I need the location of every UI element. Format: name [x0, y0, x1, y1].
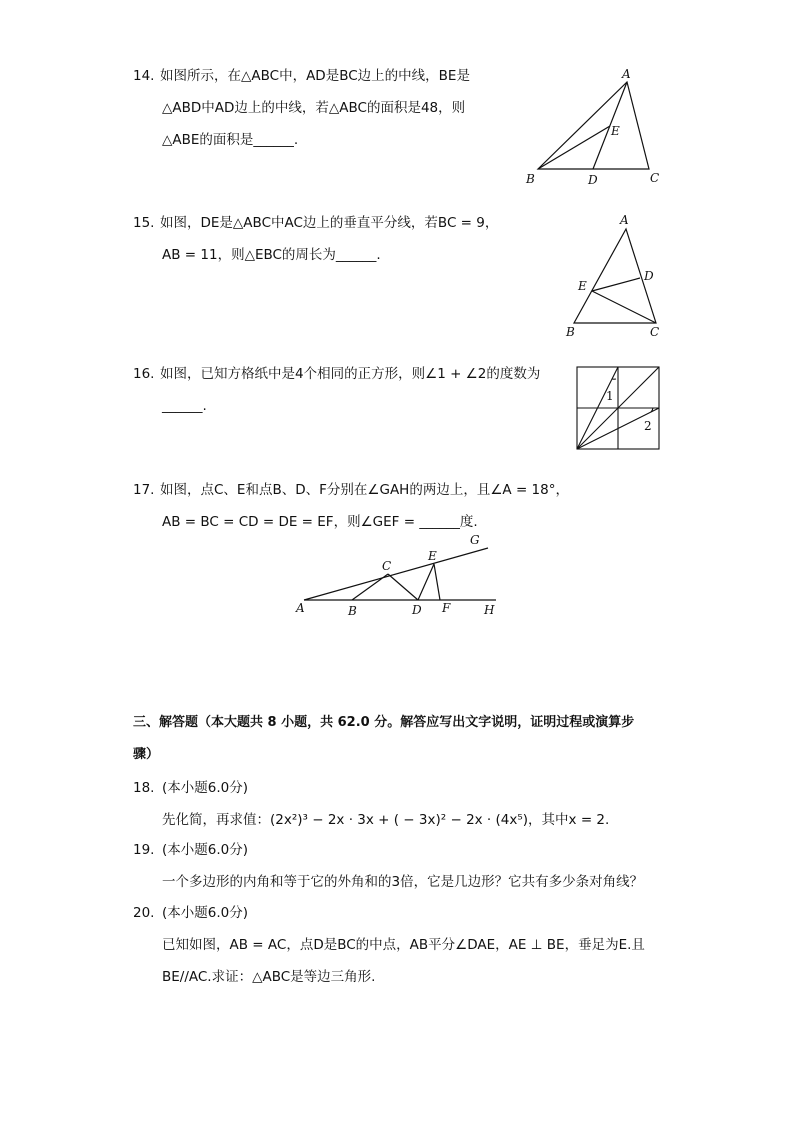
- p14-label-B: B: [526, 172, 535, 186]
- problem-14-line-1: 如图所示，在△ABC中，AD是BC边上的中线，BE是: [160, 68, 470, 84]
- p16-angle-1-label: 1: [606, 389, 614, 403]
- problem-15-line-1: 如图，DE是△ABC中AC边上的垂直平分线，若BC = 9，: [160, 215, 499, 231]
- problem-15-figure: [560, 210, 670, 342]
- problem-15-line-2: AB = 11，则△EBC的周长为______.: [162, 247, 381, 263]
- p14-label-A: A: [622, 67, 631, 81]
- problem-18-score: (本小题6.0分): [162, 780, 249, 796]
- problem-14-line-3: △ABE的面积是______.: [162, 132, 299, 148]
- p15-label-E: E: [578, 279, 587, 293]
- p15-label-B: B: [566, 325, 575, 339]
- problem-18-text: 先化简，再求值：(2x²)³ − 2x · 3x + ( − 3x)² − 2x · (4x⁵)，其中x = 2.: [162, 812, 610, 828]
- problem-19-score: (本小题6.0分): [162, 842, 249, 858]
- section-3-heading-line-2: 骤）: [133, 747, 160, 762]
- problem-19-number: 19.: [133, 842, 155, 858]
- problem-16-number: 16.: [133, 366, 155, 382]
- problem-20-line-1: 已知如图，AB = AC，点D是BC的中点，AB平分∠DAE，AE ⊥ BE，垂足为E.且: [162, 937, 645, 953]
- p16-angle-2-label: 2: [644, 419, 652, 433]
- p15-label-C: C: [650, 325, 660, 339]
- problem-15-number: 15.: [133, 215, 155, 231]
- p15-label-D: D: [644, 269, 654, 283]
- p17-label-B: B: [348, 604, 357, 618]
- problem-14-number: 14.: [133, 68, 155, 84]
- p17-label-G: G: [470, 533, 480, 547]
- p14-label-E: E: [611, 124, 620, 138]
- section-3-heading-line-1: 三、解答题（本大题共 8 小题，共 62.0 分。解答应写出文字说明，证明过程或演算步: [133, 715, 635, 730]
- p14-label-C: C: [650, 171, 660, 185]
- problem-20-line-2: BE//AC.求证：△ABC是等边三角形.: [162, 969, 376, 985]
- p17-label-A: A: [296, 601, 305, 615]
- p15-label-A: A: [620, 213, 629, 227]
- problem-17-figure: [290, 530, 510, 622]
- p17-label-E: E: [428, 549, 437, 563]
- problem-17-line-2: AB = BC = CD = DE = EF，则∠GEF = ______度.: [162, 514, 478, 530]
- p17-label-H: H: [484, 603, 495, 617]
- p17-label-D: D: [412, 603, 422, 617]
- p17-label-C: C: [382, 559, 392, 573]
- problem-18-number: 18.: [133, 780, 155, 796]
- problem-20-number: 20.: [133, 905, 155, 921]
- problem-19-text: 一个多边形的内角和等于它的外角和的3倍，它是几边形？它共有多少条对角线？: [162, 874, 644, 890]
- problem-20-score: (本小题6.0分): [162, 905, 249, 921]
- p14-label-D: D: [588, 173, 598, 187]
- problem-17-line-1: 如图，点C、E和点B、D、F分别在∠GAH的两边上，且∠A = 18°，: [160, 482, 569, 498]
- problem-16-line-2: ______.: [162, 398, 207, 414]
- problem-14-figure: [518, 62, 668, 188]
- problem-16-line-1: 如图，已知方格纸中是4个相同的正方形，则∠1 + ∠2的度数为: [160, 366, 541, 382]
- problem-17-number: 17.: [133, 482, 155, 498]
- p17-label-F: F: [442, 601, 451, 615]
- problem-14-line-2: △ABD中AD边上的中线，若△ABC的面积是48，则: [162, 100, 466, 116]
- problem-16-grid-figure: [572, 362, 666, 456]
